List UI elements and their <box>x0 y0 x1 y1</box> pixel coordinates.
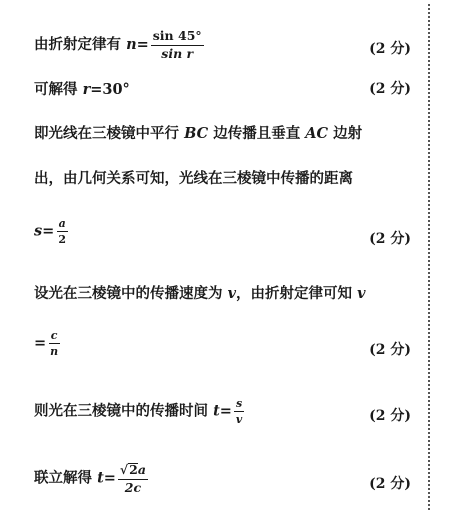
line8-prefix: 则光在三棱镜中的传播时间 <box>34 402 214 420</box>
line5-eq: = <box>42 222 55 240</box>
line3-bc: BC <box>184 125 209 142</box>
sqrt-argument: 2 <box>129 462 138 477</box>
line1-prefix: 由折射定律有 <box>34 36 127 53</box>
line7-denominator: n <box>50 345 59 358</box>
line8-denominator: v <box>235 413 243 426</box>
line9-score: (2 分) <box>369 476 411 492</box>
line1-numerator: sin 45° <box>151 30 204 46</box>
sqrt-symbol: √ <box>119 462 129 477</box>
line8-eq: = <box>219 402 232 420</box>
line2-score: (2 分) <box>369 81 411 97</box>
line6-text2: ，由折射定律可知 <box>236 285 358 302</box>
line-parallel-bc <box>34 122 411 143</box>
line1-fraction <box>151 30 204 60</box>
line-refraction-law <box>34 30 411 60</box>
line5-denominator: 2 <box>58 233 66 246</box>
line5-var: s <box>34 222 43 240</box>
line9-var: t <box>97 469 104 487</box>
line7-eq: = <box>34 334 47 352</box>
line-final-result <box>34 463 411 494</box>
line3-text-a: 即光线在三棱镜中平行 <box>34 125 185 142</box>
line3-ac: AC <box>305 125 329 142</box>
line2-var: r <box>82 81 91 98</box>
line9-numerator <box>118 463 148 480</box>
line8-fraction <box>234 398 244 425</box>
line1-eq: = <box>136 36 149 53</box>
line9-denominator: 2c <box>124 479 142 495</box>
line6-v2: v <box>357 285 366 302</box>
line6-v1: v <box>227 285 236 302</box>
line9-eq: = <box>103 469 116 487</box>
line3-text-b: 边传播且垂直 <box>208 125 306 142</box>
line8-numerator: s <box>236 397 243 410</box>
line7-numerator: c <box>50 329 58 342</box>
line1-denominator: sin r <box>161 45 194 61</box>
line9-fraction <box>118 463 148 494</box>
line9-prefix: 联立解得 <box>34 469 98 487</box>
line1-score: (2 分) <box>369 41 411 57</box>
line2-prefix: 可解得 <box>34 81 83 98</box>
line-solve-r <box>34 78 411 99</box>
line4-text: 出，由几何关系可知，光线在三棱镜中传播的距离 <box>34 170 353 187</box>
line6-text: 设光在三棱镜中的传播速度为 <box>34 285 228 302</box>
line8-score: (2 分) <box>369 408 411 424</box>
line-speed-formula <box>34 330 411 357</box>
line5-numerator: a <box>58 217 66 230</box>
line2-rest: =30° <box>90 81 130 98</box>
line9-num-var: a <box>137 462 146 477</box>
line-geometry-distance <box>34 167 411 188</box>
line7-score: (2 分) <box>369 342 411 358</box>
line3-text-c: 边射 <box>328 125 363 142</box>
line5-score: (2 分) <box>369 231 411 247</box>
line1-var: n <box>126 36 137 53</box>
line-distance-formula <box>34 218 411 245</box>
dotted-margin-line <box>428 4 430 510</box>
line5-fraction <box>56 218 68 245</box>
line8-var: t <box>213 402 220 420</box>
line-time-formula <box>34 398 411 425</box>
line-speed-v <box>34 282 411 303</box>
line7-fraction <box>48 330 60 357</box>
